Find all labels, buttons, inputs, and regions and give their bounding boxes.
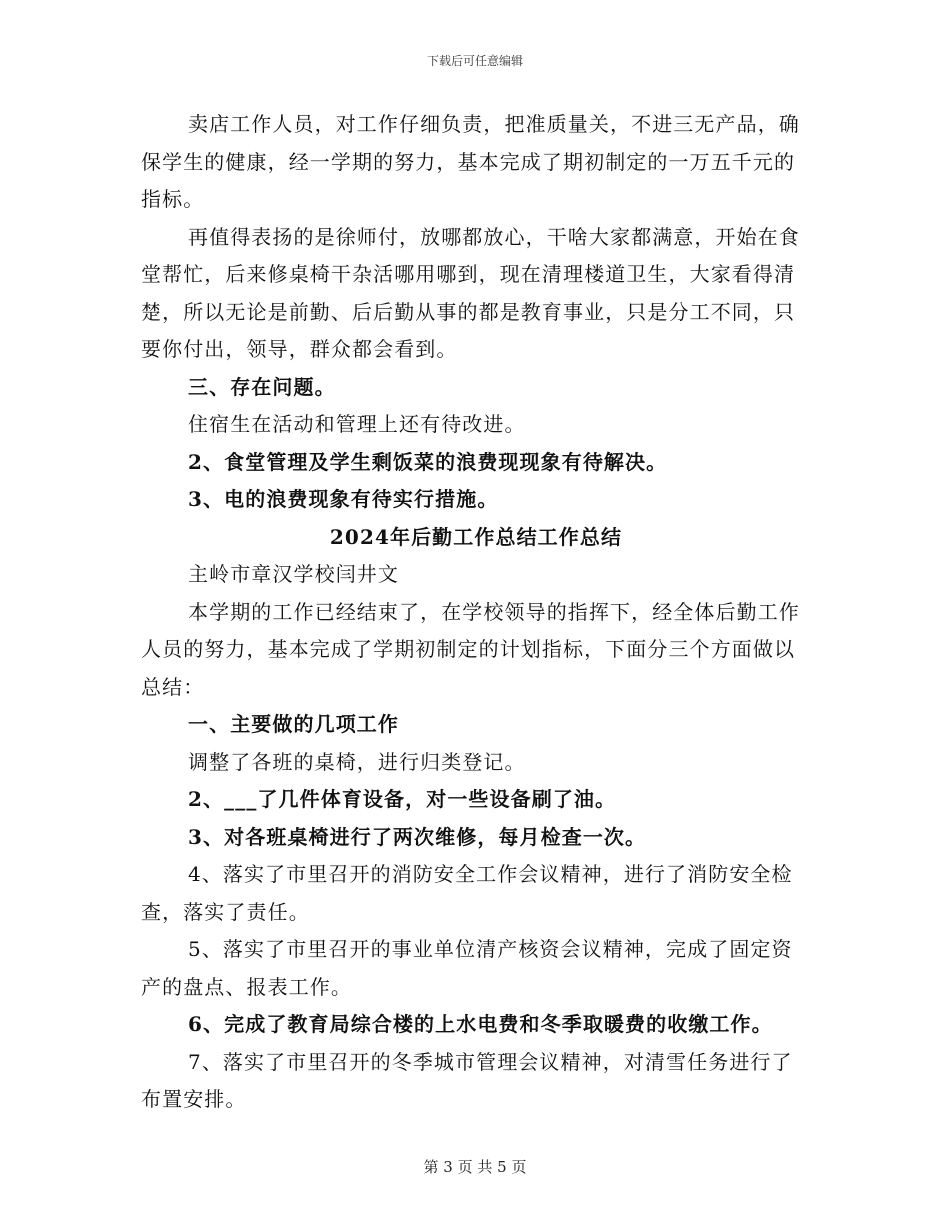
- page-footer: 第 3 页 共 5 页: [423, 1158, 527, 1176]
- section-heading: 三、存在问题。: [188, 374, 336, 399]
- paragraph: 本学期的工作已经结束了，在学校领导的指挥下，经全体后勤工作人员的努力，基本完成了学期初制定的计划指标，下面分三个方面做以总结：: [141, 599, 800, 699]
- list-item: 4、落实了市里召开的消防安全工作会议精神，进行了消防安全检查，落实了责任。: [141, 862, 793, 924]
- list-item: 7、落实了市里召开的冬季城市管理会议精神，对清雪任务进行了布置安排。: [141, 1049, 793, 1111]
- list-item: 5、落实了市里召开的事业单位清产核资会议精神，完成了固定资产的盘点、报表工作。: [141, 937, 793, 999]
- author-line: 主岭市章汉学校闫井文: [188, 562, 399, 586]
- paragraph: 住宿生在活动和管理上还有待改进。: [188, 412, 526, 436]
- document-body: [141, 106, 811, 1119]
- paragraph: 卖店工作人员，对工作仔细负责，把准质量关，不进三无产品，确保学生的健康，经一学期的努力，基本完成了期初制定的一万五千元的指标。: [141, 112, 800, 211]
- list-item: 6、完成了教育局综合楼的上水电费和冬季取暖费的收缴工作。: [188, 1012, 773, 1036]
- list-item: 3、对各班桌椅进行了两次维修，每月检查一次。: [188, 824, 647, 849]
- section-heading: 一、主要做的几项工作: [188, 712, 399, 736]
- list-item: 3、电的浪费现象有待实行措施。: [188, 487, 499, 511]
- page-header: 下载后可任意编辑: [426, 54, 523, 68]
- list-item: 2、食堂管理及学生剩饭菜的浪费现现象有待解决。: [188, 449, 668, 474]
- list-item: 2、___了几件体育设备，对一些设备刷了油。: [188, 787, 617, 811]
- document-title: 2024年后勤工作总结工作总结: [329, 524, 623, 549]
- paragraph: 再值得表扬的是徐师付，放哪都放心，干啥大家都满意，开始在食堂帮忙，后来修桌椅干杂活哪用哪到，现在清理楼道卫生，大家看得清楚，所以无论是前勤、后后勤从事的都是教育事业，只是分工不同，只要你付出，领导，群众都会看到。: [141, 224, 800, 361]
- list-item: 调整了各班的桌椅，进行归类登记。: [188, 749, 526, 774]
